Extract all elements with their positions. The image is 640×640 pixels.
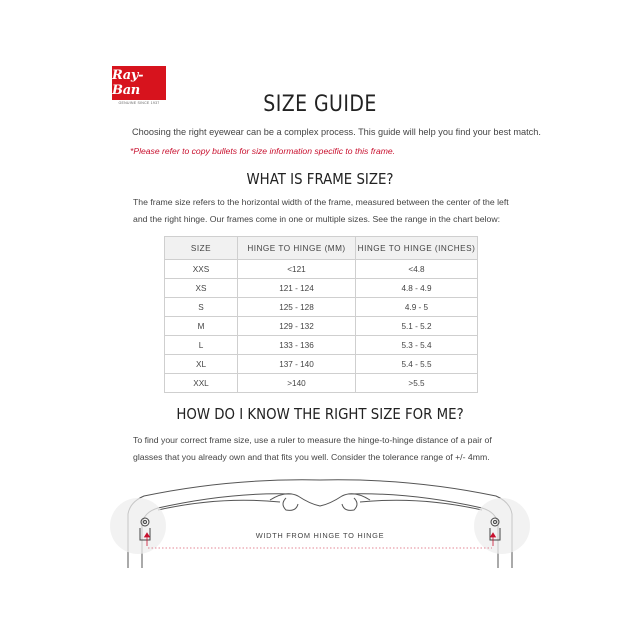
table-row <box>165 298 478 317</box>
cell-mm: 133 - 136 <box>238 336 356 355</box>
size-table-header <box>165 237 478 260</box>
frame-size-line-2: and the right hinge. Our frames come in one or multiple sizes. See the range in the chart below: <box>133 214 501 224</box>
cell-size: L <box>165 336 238 355</box>
cell-size: XXL <box>165 374 238 393</box>
header-size: SIZE <box>165 237 238 260</box>
frame-size-line-1: The frame size refers to the horizontal width of the frame, measured between the center of the left <box>133 197 509 207</box>
size-table <box>164 236 478 393</box>
cell-size: XL <box>165 355 238 374</box>
logo-tagline: GENUINE SINCE 1937 <box>118 101 160 105</box>
table-row <box>165 279 478 298</box>
cell-mm: >140 <box>238 374 356 393</box>
cell-mm: 129 - 132 <box>238 317 356 336</box>
table-row <box>165 317 478 336</box>
cell-mm: <121 <box>238 260 356 279</box>
right-size-line-2: glasses that you already own and that fits you well. Consider the tolerance range of +/- 4mm. <box>133 452 490 462</box>
table-row <box>165 336 478 355</box>
cell-inches: 5.3 - 5.4 <box>356 336 478 355</box>
glasses-frame-outline <box>128 480 512 568</box>
glasses-diagram <box>110 466 530 576</box>
left-hinge-highlight <box>110 498 166 554</box>
cell-mm: 125 - 128 <box>238 298 356 317</box>
right-size-line-1: To find your correct frame size, use a ruler to measure the hinge-to-hinge distance of a pair of <box>133 435 492 445</box>
cell-inches: >5.5 <box>356 374 478 393</box>
cell-size: XXS <box>165 260 238 279</box>
frame-size-heading: WHAT IS FRAME SIZE? <box>246 170 394 188</box>
logo-wordmark: Ray-Ban <box>112 66 166 100</box>
table-row <box>165 374 478 393</box>
size-note: *Please refer to copy bullets for size information specific to this frame. <box>130 146 396 156</box>
page-title: SIZE GUIDE <box>263 92 377 117</box>
cell-inches: 4.9 - 5 <box>356 298 478 317</box>
table-row <box>165 260 478 279</box>
right-size-heading: HOW DO I KNOW THE RIGHT SIZE FOR ME? <box>176 405 464 423</box>
header-inches: HINGE TO HINGE (INCHES) <box>356 237 478 260</box>
cell-inches: 5.1 - 5.2 <box>356 317 478 336</box>
cell-size: M <box>165 317 238 336</box>
cell-mm: 121 - 124 <box>238 279 356 298</box>
cell-inches: 4.8 - 4.9 <box>356 279 478 298</box>
cell-mm: 137 - 140 <box>238 355 356 374</box>
cell-size: S <box>165 298 238 317</box>
cell-inches: <4.8 <box>356 260 478 279</box>
intro-text: Choosing the right eyewear can be a complex process. This guide will help you find your best match. <box>132 127 541 137</box>
cell-size: XS <box>165 279 238 298</box>
diagram-label: WIDTH FROM HINGE TO HINGE <box>255 531 385 540</box>
table-row <box>165 355 478 374</box>
cell-inches: 5.4 - 5.5 <box>356 355 478 374</box>
right-hinge-highlight <box>474 498 530 554</box>
header-mm: HINGE TO HINGE (MM) <box>238 237 356 260</box>
